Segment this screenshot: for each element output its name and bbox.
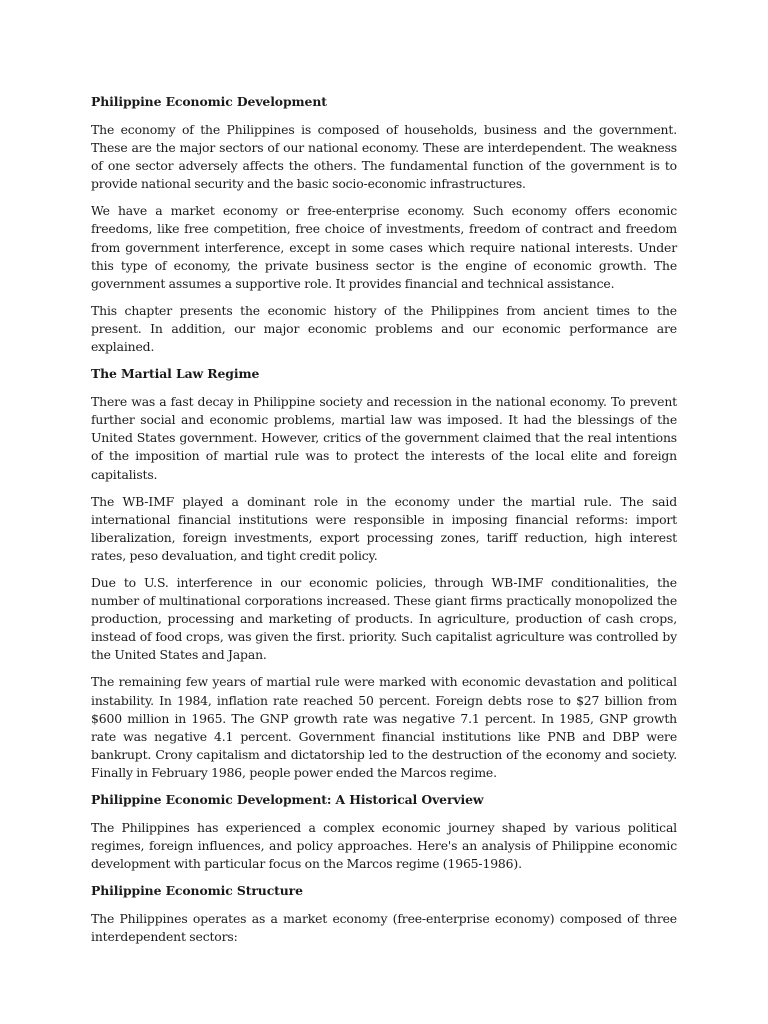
intro-paragraph-1: The economy of the Philippines is composed of households, business and the government. These are the major sectors of our national economy. These are interdependent. The weakness of one sector adversely affects the others. The fundamental function of the government is to provide national security and the basic socio-economic infrastructures. [91, 122, 677, 192]
martial-law-paragraph-2: The WB-IMF played a dominant role in the economy under the martial rule. The said international financial institutions were responsible in imposing financial reforms: import liberalization, foreign investments, export processing zones, tariff reduction, high interest rates, peso devaluation, and tight credit policy. [91, 493, 677, 563]
martial-law-paragraph-4: The remaining few years of martial rule were marked with economic devastation and political instability. In 1984, inflation rate reached 50 percent. Foreign debts rose to $27 billion from $600 million in 1965. The GNP growth rate was negative 7.1 percent. In 1985, GNP growth rate was negative 4.1 percent. Government financial institutions like PNB and DBP were bankrupt. Crony capitalism and dictatorship led to the destruction of the economy and society. Finally in February 1986, people power ended the Marcos regime. [91, 674, 677, 780]
martial-law-paragraph-3: Due to U.S. interference in our economic policies, through WB-IMF conditionalities, the number of multinational corporations increased. These giant firms practically monopolized the production, processing and marketing of products. In agriculture, production of cash crops, instead of food crops, was given the first. priority. Such capitalist agriculture was controlled by the United States and Japan. [91, 574, 677, 663]
martial-law-heading: The Martial Law Regime [91, 366, 260, 382]
martial-law-paragraph-1: There was a fast decay in Philippine society and recession in the national economy. To prevent further social and economic problems, martial law was imposed. It had the blessings of the United States government. However, critics of the government claimed that the real intentions of the imposition of martial rule was to protect the interests of the local elite and foreign capitalists. [91, 394, 677, 482]
overview-heading: Philippine Economic Development: A Historical Overview [91, 792, 484, 807]
document-title: Philippine Economic Development [91, 94, 327, 109]
structure-paragraph: The Philippines operates as a market economy (free-enterprise economy) composed of three interdependent sectors: [91, 911, 677, 945]
intro-paragraph-3: This chapter presents the economic history of the Philippines from ancient times to the present. In addition, our major economic problems and our economic performance are explained. [91, 302, 677, 355]
intro-paragraph-2: We have a market economy or free-enterprise economy. Such economy offers economic freedoms, like free competition, free choice of investments, freedom of contract and freedom from government interference, except in some cases which require national interests. Under this type of economy, the private business sector is the engine of economic growth. The government assumes a supportive role. It provides financial and technical assistance. [91, 203, 677, 291]
document-page [91, 93, 677, 955]
structure-heading: Philippine Economic Structure [91, 883, 303, 899]
overview-paragraph: The Philippines has experienced a complex economic journey shaped by various political regimes, foreign influences, and policy approaches. Here's an analysis of Philippine economic development with particular focus on the Marcos regime (1965-1986). [91, 820, 677, 872]
